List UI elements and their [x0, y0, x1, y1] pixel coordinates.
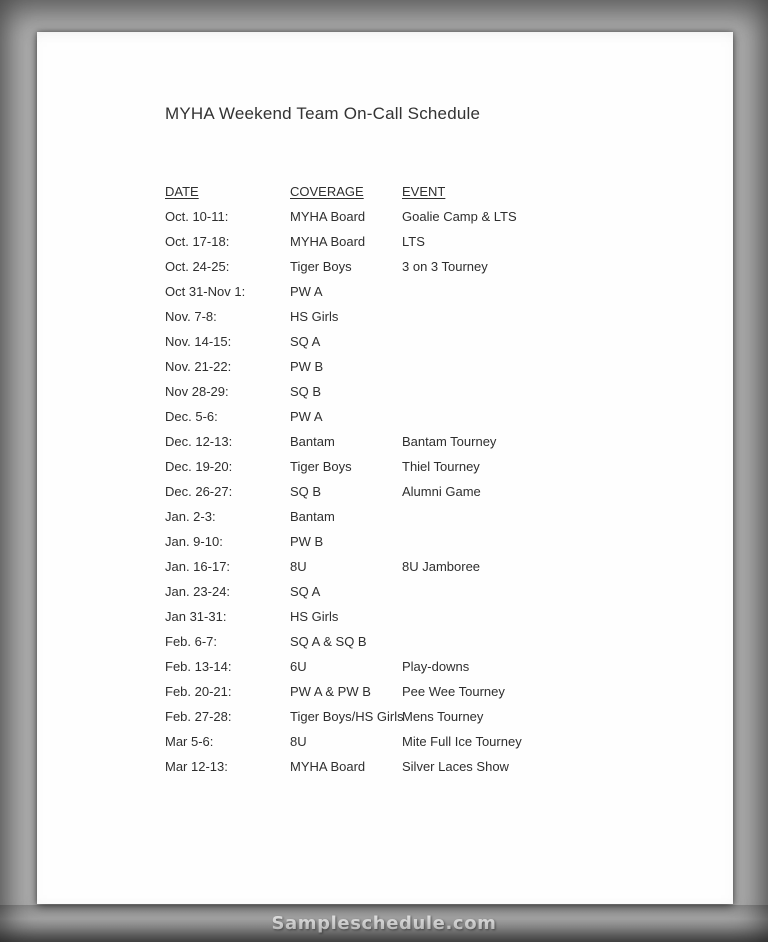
row-date: Mar 5-6: — [165, 734, 214, 749]
row-date: Jan. 23-24: — [165, 584, 231, 599]
table-row — [165, 304, 522, 329]
table-row — [165, 479, 522, 504]
row-coverage: PW A — [290, 409, 323, 424]
row-date: Feb. 6-7: — [165, 634, 218, 649]
document-page — [37, 32, 733, 904]
row-date: Jan 31-31: — [165, 609, 227, 624]
table-body — [165, 204, 522, 779]
schedule-table — [165, 179, 522, 779]
row-date: Jan. 16-17: — [165, 559, 231, 574]
row-date: Jan. 2-3: — [165, 509, 216, 524]
row-event: Bantam Tourney — [402, 434, 497, 449]
row-event: Goalie Camp & LTS — [402, 209, 517, 224]
row-date: Feb. 27-28: — [165, 709, 232, 724]
row-event: 3 on 3 Tourney — [402, 259, 488, 274]
row-event: Pee Wee Tourney — [402, 684, 505, 699]
row-date: Feb. 13-14: — [165, 659, 232, 674]
table-row — [165, 529, 522, 554]
row-coverage: Tiger Boys — [290, 259, 352, 274]
row-date: Nov. 14-15: — [165, 334, 232, 349]
row-coverage: PW A & PW B — [290, 684, 371, 699]
table-row — [165, 429, 522, 454]
row-date: Oct. 24-25: — [165, 259, 230, 274]
footer-band — [0, 905, 768, 942]
table-row — [165, 554, 522, 579]
row-date: Jan. 9-10: — [165, 534, 223, 549]
row-date: Feb. 20-21: — [165, 684, 232, 699]
row-date: Oct. 10-11: — [165, 209, 229, 224]
table-row — [165, 229, 522, 254]
table-row — [165, 729, 522, 754]
row-coverage: SQ B — [290, 384, 322, 399]
row-coverage: SQ A — [290, 334, 321, 349]
row-coverage: HS Girls — [290, 609, 339, 624]
table-row — [165, 279, 522, 304]
row-event: Thiel Tourney — [402, 459, 480, 474]
row-date: Dec. 19-20: — [165, 459, 233, 474]
table-row — [165, 579, 522, 604]
row-date: Oct. 17-18: — [165, 234, 230, 249]
table-row — [165, 504, 522, 529]
row-coverage: MYHA Board — [290, 759, 366, 774]
row-event: Alumni Game — [402, 484, 481, 499]
row-event: Mens Tourney — [402, 709, 484, 724]
table-header-row — [165, 179, 522, 204]
column-header-date: DATE — [165, 184, 199, 199]
table-row — [165, 654, 522, 679]
table-row — [165, 204, 522, 229]
row-coverage: 8U — [290, 559, 307, 574]
footer-site-label: Sampleschedule.com — [271, 913, 497, 934]
row-coverage: SQ B — [290, 484, 322, 499]
row-event: 8U Jamboree — [402, 559, 481, 574]
row-event: Play-downs — [402, 659, 470, 674]
row-coverage: PW A — [290, 284, 323, 299]
table-row — [165, 754, 522, 779]
row-coverage: Bantam — [290, 509, 335, 524]
row-date: Nov 28-29: — [165, 384, 229, 399]
row-coverage: MYHA Board — [290, 234, 366, 249]
row-coverage: SQ A & SQ B — [290, 634, 367, 649]
row-coverage: PW B — [290, 359, 324, 374]
row-date: Dec. 12-13: — [165, 434, 233, 449]
table-row — [165, 454, 522, 479]
row-date: Dec. 5-6: — [165, 409, 218, 424]
row-date: Mar 12-13: — [165, 759, 228, 774]
row-event: LTS — [402, 234, 425, 249]
row-coverage: Tiger Boys/HS Girls — [290, 709, 404, 724]
row-coverage: Bantam — [290, 434, 335, 449]
column-header-coverage: COVERAGE — [290, 184, 364, 199]
row-coverage: Tiger Boys — [290, 459, 352, 474]
table-row — [165, 629, 522, 654]
row-coverage: SQ A — [290, 584, 321, 599]
row-event: Mite Full Ice Tourney — [402, 734, 522, 749]
table-row — [165, 354, 522, 379]
table-row — [165, 704, 522, 729]
column-header-event: EVENT — [402, 184, 446, 199]
table-row — [165, 404, 522, 429]
document-title: MYHA Weekend Team On-Call Schedule — [165, 104, 481, 123]
row-date: Nov. 21-22: — [165, 359, 232, 374]
row-coverage: 6U — [290, 659, 307, 674]
row-coverage: PW B — [290, 534, 324, 549]
row-coverage: MYHA Board — [290, 209, 366, 224]
row-date: Oct 31-Nov 1: — [165, 284, 246, 299]
row-date: Dec. 26-27: — [165, 484, 233, 499]
table-row — [165, 329, 522, 354]
table-row — [165, 254, 522, 279]
row-coverage: HS Girls — [290, 309, 339, 324]
table-row — [165, 604, 522, 629]
row-event: Silver Laces Show — [402, 759, 509, 774]
table-row — [165, 379, 522, 404]
row-coverage: 8U — [290, 734, 307, 749]
row-date: Nov. 7-8: — [165, 309, 217, 324]
table-row — [165, 679, 522, 704]
